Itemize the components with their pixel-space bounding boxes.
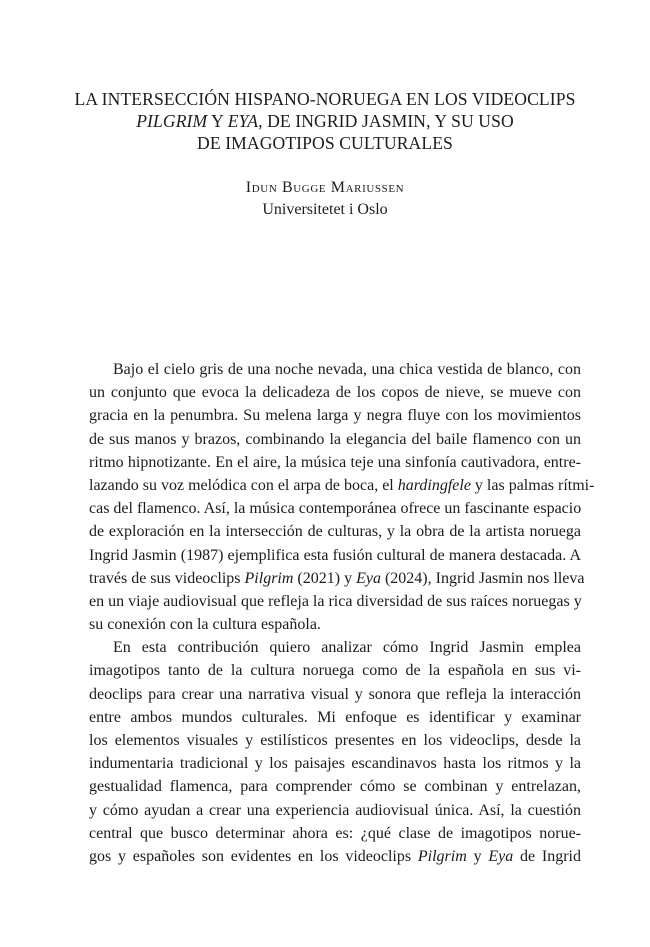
text-segment: y las palmas rítmi- bbox=[470, 476, 595, 494]
text-line: un conjunto que evoca la delicadeza de los copos de nieve, se mueve con bbox=[89, 384, 581, 402]
text-line: Bajo el cielo gris de una noche nevada, una chica vestida de blanco, con bbox=[113, 361, 581, 378]
text-segment: y bbox=[466, 847, 489, 865]
italic-title-eya: Eya bbox=[488, 847, 514, 865]
text-line: y cómo ayudan a crear una experiencia audiovisual única. Así, la cuestión bbox=[89, 801, 581, 819]
text-line: de sus manos y brazos, combinando la elegancia del baile flamenco con un bbox=[89, 430, 581, 448]
text-segment: de Ingrid bbox=[513, 847, 582, 865]
byline bbox=[60, 177, 590, 221]
author-affiliation: Universitetet i Oslo bbox=[262, 201, 388, 218]
text-line: cas del flamenco. Así, la música contemporánea ofrece un fascinante espacio bbox=[89, 500, 582, 518]
text-line: gracia en la penumbra. Su melena larga y negra fluye con los movimientos bbox=[89, 407, 581, 425]
text-line: central que busco determinar ahora es: ¿qué clase de imagotipos norue- bbox=[89, 824, 581, 842]
text-line: deoclips para crear una narrativa visual y sonora que refleja la interacción bbox=[89, 685, 581, 703]
text-line: gestualidad flamenca, para comprender cómo se combinan y entrelazan, bbox=[89, 778, 581, 796]
text-line: ritmo hipnotizante. En el aire, la música teje una sinfonía cautivadora, entre- bbox=[89, 453, 581, 471]
title-line-2-rest: , DE INGRID JASMIN, Y SU USO bbox=[258, 111, 514, 131]
title-italic-pilgrim: PILGRIM bbox=[136, 111, 208, 131]
italic-term-hardingfele: hardingfele bbox=[397, 476, 471, 494]
text-segment: través de sus videoclips bbox=[89, 569, 245, 587]
text-segment: (2024), Ingrid Jasmin nos lleva bbox=[380, 569, 585, 587]
text-segment: lazando su voz melódica con el arpa de boca, el bbox=[89, 476, 398, 494]
italic-title-pilgrim: Pilgrim bbox=[244, 569, 294, 587]
author-name: Idun Bugge Mariussen bbox=[245, 179, 405, 196]
text-line: de exploración en la intersección de culturas, y la obra de la artista noruega bbox=[89, 523, 581, 541]
text-line bbox=[89, 474, 595, 497]
title-connector: Y bbox=[207, 111, 228, 131]
italic-title-eya: Eya bbox=[356, 569, 381, 587]
text-line: en un viaje audiovisual que refleja la rica diversidad de sus raíces noruegas y bbox=[89, 592, 582, 610]
title-line-1: LA INTERSECCIÓN HISPANO-NORUEGA EN LOS VIDEOCLIPS bbox=[74, 89, 576, 109]
paragraph-1 bbox=[89, 358, 595, 636]
article-title bbox=[60, 88, 590, 154]
text-line: En esta contribución quiero analizar cómo Ingrid Jasmin emplea bbox=[113, 639, 581, 657]
text-segment: (2021) y bbox=[293, 569, 357, 587]
paragraph-2 bbox=[89, 636, 581, 868]
title-line-3: DE IMAGOTIPOS CULTURALES bbox=[197, 133, 453, 153]
text-line: imagotipos tanto de la cultura noruega como de la española en sus vi- bbox=[89, 662, 581, 680]
text-line bbox=[89, 845, 581, 868]
title-line-2 bbox=[60, 110, 590, 132]
text-line: los elementos visuales y estilísticos presentes en los videoclips, desde la bbox=[89, 732, 581, 749]
text-segment: gos y españoles son evidentes en los videoclips bbox=[89, 847, 418, 865]
title-italic-eya: EYA bbox=[227, 111, 259, 131]
text-line: entre ambos mundos culturales. Mi enfoque es identificar y examinar bbox=[89, 708, 581, 726]
text-line: su conexión con la cultura española. bbox=[89, 616, 321, 634]
article-body bbox=[89, 358, 595, 868]
text-line bbox=[89, 567, 585, 590]
text-line: indumentaria tradicional y los paisajes escandinavos hasta los ritmos y la bbox=[89, 755, 581, 773]
text-line: Ingrid Jasmin (1987) ejemplifica esta fusión cultural de manera destacada. A bbox=[89, 546, 581, 564]
italic-title-pilgrim: Pilgrim bbox=[417, 847, 467, 865]
